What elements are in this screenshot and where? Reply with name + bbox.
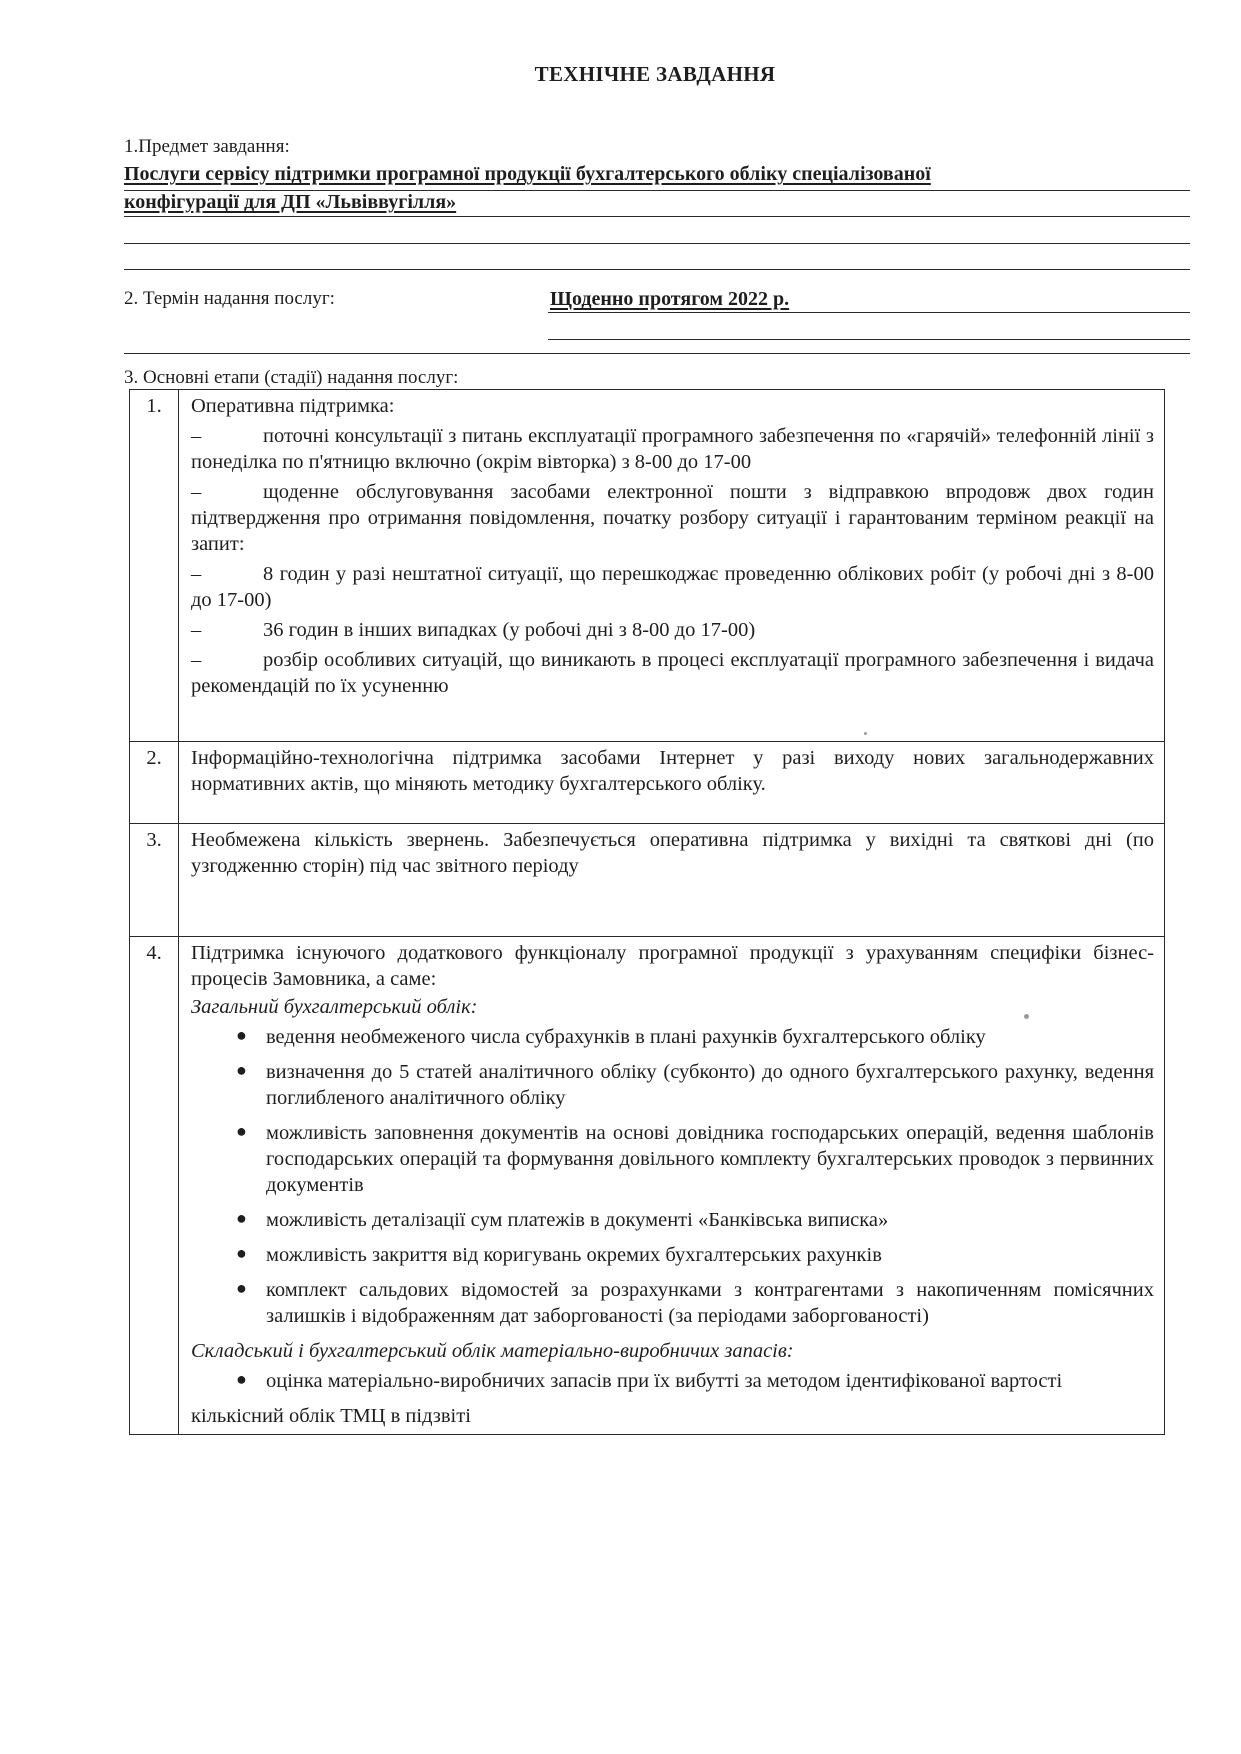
dash-marker: –	[191, 649, 202, 672]
list-item	[191, 1242, 1154, 1268]
fill-rule	[124, 190, 1190, 191]
scan-speck	[864, 732, 867, 735]
list-item-text: ведення необмеженого числа субрахунків в плані рахунків бухгалтерського обліку	[266, 1026, 986, 1049]
fill-rule	[548, 312, 1190, 313]
list-item-text: можливість закриття від коригувань окремих бухгалтерських рахунків	[266, 1244, 882, 1267]
dash-marker: –	[191, 481, 202, 504]
stage-number: 2.	[130, 742, 179, 824]
stage-number: 4.	[130, 937, 179, 1435]
list-item	[191, 423, 1154, 475]
stage-intro: Підтримка існуючого додаткового функціоналу програмної продукції з урахуванням специфіки бізнес-процесів Замовника, а саме:	[191, 942, 1154, 991]
list-item-text: поточні консультації з питань експлуатації програмного забезпечення по «гарячій» телефонній лінії з понеділка по п'ятницю включно (окрім вівторка) з 8-00 до 17-00	[191, 425, 1154, 474]
stage-number: 3.	[130, 824, 179, 937]
list-item-text: можливість деталізації сум платежів в документі «Банківська виписка»	[266, 1209, 889, 1232]
list-item-text: 8 годин у разі нештатної ситуації, що перешкоджає проведенню облікових робіт (у робочі дні з 8-00 до 17-00)	[191, 563, 1154, 612]
table-row	[130, 390, 1165, 742]
document-title: ТЕХНІЧНЕ ЗАВДАННЯ	[534, 62, 776, 86]
dash-marker: –	[191, 619, 202, 642]
list-item	[191, 1024, 1154, 1050]
stage-content	[179, 390, 1165, 742]
list-item	[191, 1059, 1154, 1111]
bullet-icon: ●	[236, 1369, 247, 1390]
fill-rule	[124, 269, 1190, 270]
fill-rule	[124, 243, 1190, 244]
subject-line-2: конфігурації для ДП «Львіввугілля»	[124, 191, 457, 213]
dash-marker: –	[191, 425, 202, 448]
table-row	[130, 824, 1165, 937]
list-item-text: оцінка матеріально-виробничих запасів при їх вибутті за методом ідентифікованої вартості	[266, 1370, 1063, 1393]
stage-text: Інформаційно-технологічна підтримка засобами Інтернет у разі виходу нових загальнодержавних нормативних актів, що міняють методику бухгалтерського обліку.	[179, 742, 1165, 824]
fill-rule	[124, 353, 1190, 354]
group-title: Загальний бухгалтерський облік:	[191, 996, 478, 1019]
stage-title: Оперативна підтримка:	[191, 395, 395, 417]
bullet-icon: ●	[236, 1208, 247, 1229]
list-item-text: розбір особливих ситуацій, що виникають в процесі експлуатації програмного забезпечення і видача рекомендацій по їх усуненню	[191, 649, 1154, 698]
table-row	[130, 742, 1165, 824]
list-item	[191, 479, 1154, 557]
list-item	[191, 647, 1154, 699]
list-item-text: щоденне обслуговування засобами електронної пошти з відправкою впродовж двох годин підтвердження про отримання повідомлення, початку розбору ситуації і гарантованим терміном реакції на запит:	[191, 481, 1154, 556]
stage-text: Необмежена кількість звернень. Забезпечується оперативна підтримка у вихідні та святкові дні (по узгодженню сторін) під час звітного періоду	[179, 824, 1165, 937]
table-row	[130, 937, 1165, 1435]
list-item-text: можливість заповнення документів на основі довідника господарських операцій, ведення шаблонів господарських операцій та формування довільного комплекту бухгалтерських проводок з первинних документів	[266, 1122, 1154, 1197]
stage-tail-text: кількісний облік ТМЦ в підзвіті	[191, 1405, 471, 1428]
bullet-icon: ●	[236, 1060, 247, 1081]
list-item-text: комплект сальдових відомостей за розрахунками з контрагентами з накопиченням помісячних залишків і відображенням дат заборгованості (за періодами заборгованості)	[266, 1279, 1154, 1328]
bullet-icon: ●	[236, 1243, 247, 1264]
list-item	[191, 561, 1154, 613]
bullet-list	[191, 1024, 1154, 1329]
bullet-icon: ●	[236, 1121, 247, 1142]
stage-number: 1.	[130, 390, 179, 742]
list-item-text: 36 годин в інших випадках (у робочі дні з 8-00 до 17-00)	[263, 619, 756, 642]
dash-marker: –	[191, 563, 202, 586]
stages-label: 3. Основні етапи (стадії) надання послуг:	[124, 367, 459, 388]
scan-speck	[1024, 1014, 1029, 1019]
subject-line-1: Послуги сервісу підтримки програмної продукції бухгалтерського обліку спеціалізованої	[124, 163, 931, 185]
list-item	[191, 1120, 1154, 1198]
group-title: Складський і бухгалтерський облік матеріально-виробничих запасів:	[191, 1340, 794, 1363]
stage-content	[179, 937, 1165, 1435]
term-value: Щоденно протягом 2022 р.	[550, 288, 790, 310]
list-item	[191, 617, 1154, 643]
bullet-icon: ●	[236, 1025, 247, 1046]
list-item-text: визначення до 5 статей аналітичного обліку (субконто) до одного бухгалтерського рахунку, ведення поглибленого аналітичного обліку	[266, 1061, 1154, 1110]
bullet-icon: ●	[236, 1278, 247, 1299]
term-label: 2. Термін надання послуг:	[124, 288, 335, 309]
list-item	[191, 1368, 1154, 1394]
bullet-list	[191, 1368, 1154, 1394]
list-item	[191, 1277, 1154, 1329]
fill-rule	[548, 339, 1190, 340]
fill-rule	[124, 216, 1190, 217]
subject-label: 1.Предмет завдання:	[124, 136, 290, 157]
list-item	[191, 1207, 1154, 1233]
stages-table	[129, 389, 1165, 1435]
